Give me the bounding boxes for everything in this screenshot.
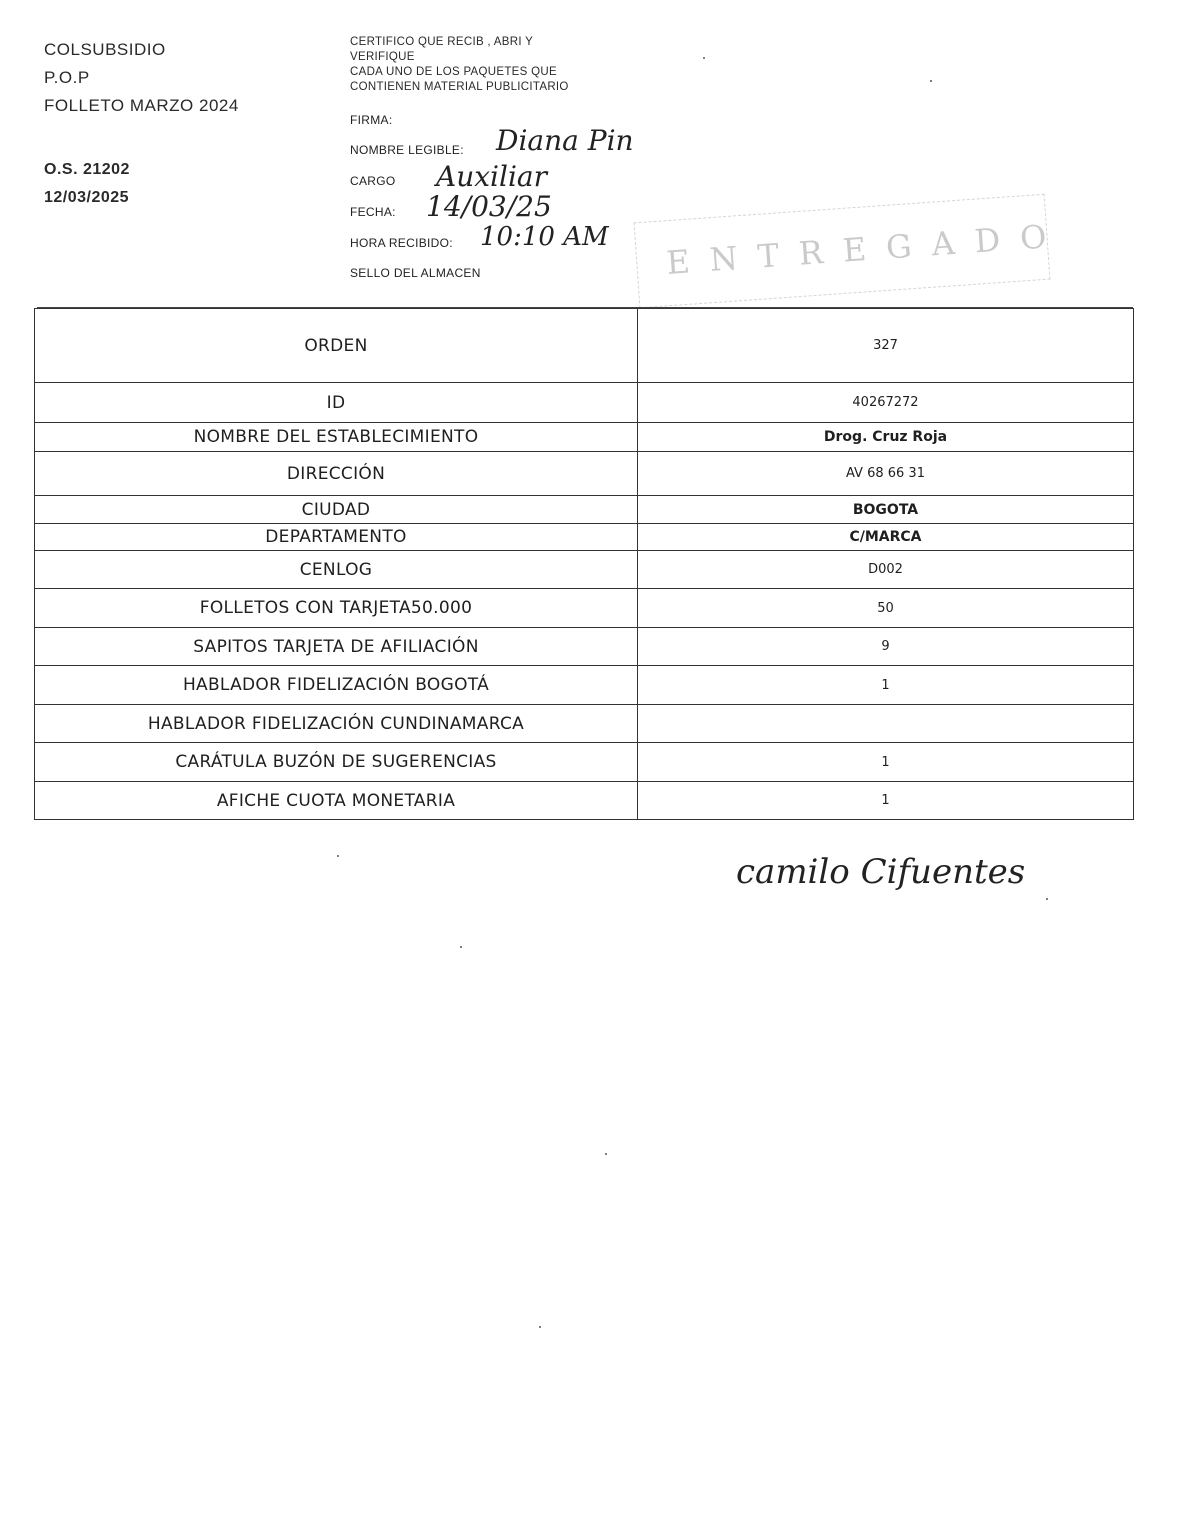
row-label: CENLOG (35, 551, 638, 589)
row-label: AFICHE CUOTA MONETARIA (35, 782, 638, 820)
row-label: FOLLETOS CON TARJETA50.000 (35, 589, 638, 628)
firma-label: FIRMA: (350, 113, 393, 127)
certificate-line-4: CONTIENEN MATERIAL PUBLICITARIO (350, 81, 569, 93)
header-campaign: FOLLETO MARZO 2024 (44, 96, 239, 115)
handwritten-signature: camilo Cifuentes (736, 852, 1026, 892)
scan-speck (337, 855, 339, 857)
header-subtitle: P.O.P (44, 68, 90, 87)
scan-speck (1046, 898, 1048, 900)
fecha-label: FECHA: (350, 205, 396, 219)
table-row (35, 628, 1134, 666)
table-row (35, 423, 1134, 452)
delivery-table (34, 308, 1134, 820)
scan-speck (703, 57, 705, 59)
scan-speck (930, 80, 932, 82)
handwritten-nombre: Diana Pin (496, 124, 634, 157)
row-value: C/MARCA (638, 524, 1134, 551)
table-row (35, 496, 1134, 524)
row-value: BOGOTA (638, 496, 1134, 524)
row-label: ORDEN (35, 309, 638, 383)
certificate-text (350, 35, 569, 95)
scan-speck (539, 1326, 541, 1328)
row-value: Drog. Cruz Roja (638, 423, 1134, 452)
row-value: 40267272 (638, 383, 1134, 423)
handwritten-hora: 10:10 AM (480, 222, 609, 252)
table-row (35, 309, 1134, 383)
row-label: CARÁTULA BUZÓN DE SUGERENCIAS (35, 743, 638, 782)
table-row (35, 705, 1134, 743)
row-label: HABLADOR FIDELIZACIÓN BOGOTÁ (35, 666, 638, 705)
warehouse-stamp (636, 208, 1068, 296)
row-label: DIRECCIÓN (35, 452, 638, 496)
stamp-text: ENTREGADO (665, 216, 1068, 282)
row-label: ID (35, 383, 638, 423)
table-row (35, 782, 1134, 820)
certificate-line-2: VERIFIQUE (350, 51, 415, 63)
table-row (35, 452, 1134, 496)
row-value: 9 (638, 628, 1134, 666)
hora-label: HORA RECIBIDO: (350, 236, 453, 250)
table-row (35, 524, 1134, 551)
handwritten-fecha: 14/03/25 (426, 190, 552, 223)
table-row (35, 383, 1134, 423)
header-date: 12/03/2025 (44, 189, 130, 206)
row-label: CIUDAD (35, 496, 638, 524)
row-value: D002 (638, 551, 1134, 589)
row-label: DEPARTAMENTO (35, 524, 638, 551)
row-value (638, 705, 1134, 743)
handwritten-cargo: Auxiliar (436, 160, 547, 193)
table-row (35, 743, 1134, 782)
table-row (35, 589, 1134, 628)
row-label: NOMBRE DEL ESTABLECIMIENTO (35, 423, 638, 452)
row-value: 1 (638, 666, 1134, 705)
nombre-label: NOMBRE LEGIBLE: (350, 143, 464, 157)
table-row (35, 666, 1134, 705)
row-label: HABLADOR FIDELIZACIÓN CUNDINAMARCA (35, 705, 638, 743)
row-value: 50 (638, 589, 1134, 628)
company-name: COLSUBSIDIO (44, 40, 166, 59)
row-value: AV 68 66 31 (638, 452, 1134, 496)
row-label: SAPITOS TARJETA DE AFILIACIÓN (35, 628, 638, 666)
certificate-line-1: CERTIFICO QUE RECIB , ABRI Y (350, 36, 534, 48)
row-value: 327 (638, 309, 1134, 383)
scan-speck (460, 946, 462, 948)
row-value: 1 (638, 743, 1134, 782)
table-row (35, 551, 1134, 589)
certificate-line-3: CADA UNO DE LOS PAQUETES QUE (350, 66, 557, 78)
row-value: 1 (638, 782, 1134, 820)
cargo-label: CARGO (350, 174, 396, 188)
header-block (44, 36, 239, 212)
order-service-number: O.S. 21202 (44, 161, 130, 178)
sello-label: SELLO DEL ALMACEN (350, 266, 481, 280)
scan-speck (605, 1153, 607, 1155)
